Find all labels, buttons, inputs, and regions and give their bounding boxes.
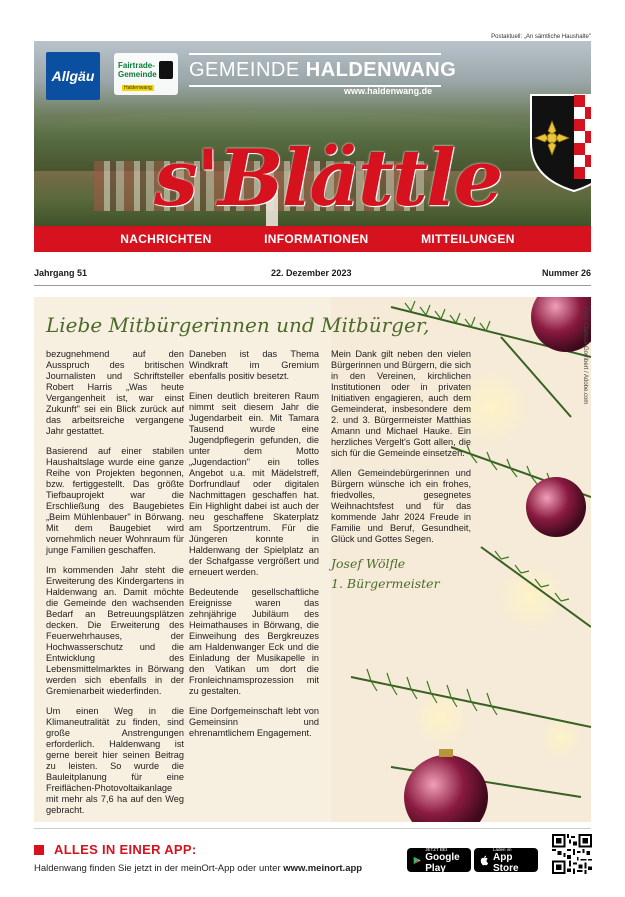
app-url-link[interactable]: www.meinort.app bbox=[283, 863, 363, 874]
red-square-icon bbox=[34, 845, 44, 855]
app-promo-text: Haldenwang finden Sie jetzt in der meinOrt-App oder unter www.meinort.app bbox=[34, 863, 363, 874]
coat-of-arms-icon bbox=[529, 93, 591, 193]
issue-date: 22. Dezember 2023 bbox=[271, 268, 352, 278]
footer-divider bbox=[34, 828, 591, 829]
signature bbox=[331, 554, 471, 594]
qr-code-icon[interactable] bbox=[552, 834, 592, 874]
google-play-button[interactable]: JETZT BEI Google Play bbox=[407, 848, 471, 872]
section-notices: MITTEILUNGEN bbox=[421, 232, 515, 246]
issue-number: Nummer 26 bbox=[541, 268, 591, 278]
issue-meta bbox=[34, 268, 591, 278]
paragraph: Im kommenden Jahr steht die Erweiterung des Kindergartens in Haldenwang an. Damit möchte die Gemeinde den wachsenden Bedarf an Betreuungsplätzen decken. Die Erweiterung des Feuerwehrhauses, der Hochwasserschutz und die Entwicklung des Lebensmittelmarktes in Börwang werden sich ebenfalls in der Gremienarbeit wiederfinden. bbox=[46, 565, 184, 696]
app-store-button[interactable]: Laden im App Store bbox=[474, 848, 538, 872]
paragraph: Mein Dank gilt neben den vielen Bürgerinnen und Bürgern, die sich in den Vereinen, kirchlichen Institutionen oder in privaten Initiativen engagieren, auch dem Gemeinderat, insbesondere dem 2. und 3. Bürgermeister Matthias Amann und Michael Hauke. Ein herzliches Vergelt's Gott allen, die sich für die Gemeinde einsetzen. bbox=[331, 349, 471, 458]
letter-greeting: Liebe Mitbürgerinnen und Mitbürger, bbox=[46, 313, 430, 337]
allgaeu-logo[interactable]: Allgäu bbox=[46, 52, 100, 100]
crest-checker bbox=[574, 95, 591, 179]
website-link[interactable]: www.haldenwang.de bbox=[344, 86, 433, 96]
paragraph: Allen Gemeindebürgerinnen und Bürgern wünsche ich ein frohes, friedvolles, gesegnetes Weihnachtsfest und für das kommende Jahr 2024 Freude in Familie und Beruf, Gesundheit, Glück und Gottes Segen. bbox=[331, 468, 471, 544]
section-bar bbox=[34, 226, 591, 252]
letter-column-3 bbox=[331, 349, 471, 594]
letter-column-1 bbox=[46, 349, 184, 822]
fairtrade-sub: Haldenwang bbox=[124, 85, 152, 91]
section-info: INFORMATIONEN bbox=[264, 232, 369, 246]
bauble-middle bbox=[526, 477, 586, 537]
paragraph: Bedeutende gesellschaftliche Ereignisse waren das zehnjährige Jubiläum des Heimathauses in Börwang, die Einweihung des Bergkreuzes am Haldenwanger Eck und die Einladung der Musikapelle in den Vatikan um dort die Fronleichnamsprozession mit zu gestalten. bbox=[189, 587, 319, 696]
signature-title: 1. Bürgermeister bbox=[331, 576, 440, 591]
mayor-letter bbox=[34, 297, 591, 822]
masthead bbox=[34, 41, 591, 226]
fairtrade-text: Fairtrade-Gemeinde bbox=[118, 61, 157, 79]
signature-name: Josef Wölfle bbox=[331, 556, 406, 571]
letter-column-2 bbox=[189, 349, 319, 748]
google-play-icon bbox=[413, 854, 421, 867]
volume: Jahrgang 51 bbox=[34, 268, 88, 278]
newsletter-title: s'Blättle bbox=[154, 133, 502, 224]
header-rule-top bbox=[189, 53, 441, 55]
municipality-name: GEMEINDE HALDENWANG bbox=[189, 59, 457, 81]
paragraph: Daneben ist das Thema Windkraft im Gremium ebenfalls positiv besetzt. bbox=[189, 349, 319, 381]
postal-note: Postaktuell: „An sämtliche Haushalte" bbox=[491, 34, 591, 40]
fairtrade-badge bbox=[114, 53, 178, 95]
paragraph: Eine Dorfgemeinschaft lebt von Gemeinsinn und ehrenamtlichem Engagement. bbox=[189, 706, 319, 738]
paragraph: Basierend auf einer stabilen Haushaltslage wurde eine ganze Reihe von Projekten begonnen, bzw. fertiggestellt. Das größte Tiefbauprojekt war die Erschließung des Baugebietes „Beim Mühlenbauer" in Börwang. Mit dem Baugebiet wird vornehmlich neuer Wohnraum für junge Familien geschaffen. bbox=[46, 446, 184, 555]
meta-divider bbox=[34, 285, 591, 286]
paragraph: bezugnehmend auf den Ausspruch des britischen Journalisten und Schriftsteller Robert Harris „Was heute Vergangenheit ist, war einst Zukunft" sei ein Blick zurück auf das arbeitsreiche vergangene Jahr gestattet. bbox=[46, 349, 184, 436]
apple-icon bbox=[480, 854, 489, 867]
fairtrade-icon bbox=[159, 61, 173, 79]
app-promo-heading: ALLES IN EINER APP: bbox=[34, 842, 196, 857]
paragraph: Um einen Weg in die Klimaneutralität zu finden, sind große Anstrengungen erforderlich. Haldenwang ist gerne bereit hier seinen Beitrag zu leisten. So wurde die Bauleitplanung für eine Freiflächen-Photovoltaikanlage mit mehr als 7,6 ha auf den Weg gebracht. bbox=[46, 706, 184, 815]
photo-credit: Foto: Clarissa-Gombert / Adobe.com bbox=[582, 307, 588, 405]
section-news: NACHRICHTEN bbox=[120, 232, 212, 246]
paragraph: Einen deutlich breiteren Raum nimmt seit diesem Jahr die Jugendarbeit ein. Mit Tamara Tausend wurde eine Jugendpflegerin gefunden, die unter dem Motto „Jugendaction" ein tolles Angebot u.a. mit Mädelstreff, Dorfrundlauf oder digitalen Nachmittagen geschaffen hat. Ein Highlight dabei ist auch der neu geschaffene Skaterplatz am Sportzentrum. Für die Jüngeren konnte in Haldenwang der Spielplatz an der Schafgasse vergrößert und erneuert werden. bbox=[189, 391, 319, 577]
